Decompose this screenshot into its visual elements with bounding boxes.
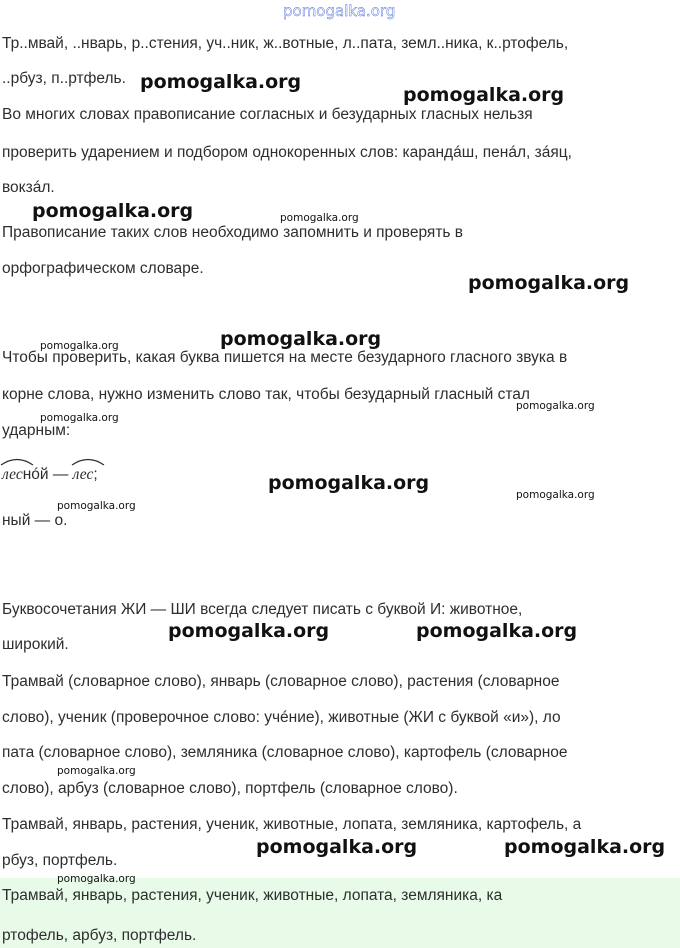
rule1-line-3: вокзáл. [2,179,55,196]
rule1-line-2-text: проверить ударением и подбором однокоренных слов: [2,144,403,161]
watermark: pomogalka.org [40,412,119,424]
root-word-1-text: лес [2,466,23,483]
explanation-line-2: слово), ученик (проверочное слово: учéние), животные (ЖИ с буквой «и»), ло [2,709,561,726]
answer-line-2: ртофель, арбуз, портфель. [2,927,197,944]
watermark: pomogalka.org [504,836,666,858]
watermark: pomogalka.org [40,340,119,352]
rule2-line-2: корне слова, нужно изменить слово так, чтобы безударный гласный стал [2,386,530,403]
rule1-line-4: Правописание таких слов необходимо запомнить и проверять в [2,224,464,241]
root-example-end: ; [93,466,98,483]
task-line-2: ..рбуз, п..ртфель. [2,70,126,87]
watermark: pomogalka.org [32,200,194,222]
rule2-line-1: Чтобы проверить, какая буква пишется на месте безударного гласного звука в [2,349,568,366]
rule1-line-1: Во многих словах правописание согласных и безударных гласных нельзя [2,106,533,123]
root-arc-icon [0,456,34,466]
rule2-line-5: ный — о. [2,512,68,529]
watermark: pomogalka.org [57,873,136,885]
rule3-line-1: Буквосочетания ЖИ — ШИ всегда следует писать с буквой И: животное, [2,601,523,618]
watermark: pomogalka.org [168,620,330,642]
rule2-line-3: ударным: [2,422,71,439]
dictionary-word: пенáл [482,144,527,161]
dictionary-word: зáяц [534,144,568,161]
watermark: pomogalka.org [57,765,136,777]
watermark: pomogalka.org [403,84,565,106]
dictionary-word: карандáш [402,144,475,161]
root-word-1 [2,465,23,485]
root-word-2 [73,465,94,485]
rule3-line-2: широкий. [2,636,69,653]
watermark: pomogalka.org [220,328,382,350]
root-word-2-text: лес [72,466,94,483]
explanation-line-4: слово), арбуз (словарное слово), портфель (словарное слово). [2,780,458,797]
watermark: pomogalka.org [57,500,136,512]
result-line-2: рбуз, портфель. [2,852,118,869]
watermark: pomogalka.org [416,620,578,642]
result-line-1: Трамвай, январь, растения, ученик, животные, лопата, земляника, картофель, а [2,816,582,833]
watermark: pomogalka.org [268,472,430,494]
answer-line-1: Трамвай, январь, растения, ученик, животные, лопата, земляника, ка [2,887,503,904]
root-example [2,465,98,485]
watermark: pomogalka.org [256,836,418,858]
task-line-1: Тр..мвай, ..нварь, р..стения, уч..ник, ж..вотные, л..пата, земл..ника, к..ртофель, [2,35,569,52]
rule1-line-2: проверить ударением и подбором однокоренных слов: карандáш, пенáл, зáяц, [2,144,572,161]
watermark: pomogalka.org [516,489,595,501]
rule1-line-5: орфографическом словаре. [2,260,204,277]
root-example-suffix: нóй — [22,466,73,483]
watermark: pomogalka.org [516,400,595,412]
explanation-line-3: пата (словарное слово), земляника (словарное слово), картофель (словарное [2,744,568,761]
watermark: pomogalka.org [468,272,630,294]
watermark: pomogalka.org [140,71,302,93]
watermark: pomogalka.org [280,212,359,224]
explanation-line-1: Трамвай (словарное слово), январь (словарное слово), растения (словарное [2,673,560,690]
site-header-logo[interactable]: pomogalka.org [283,2,396,20]
root-arc-icon [71,456,105,466]
